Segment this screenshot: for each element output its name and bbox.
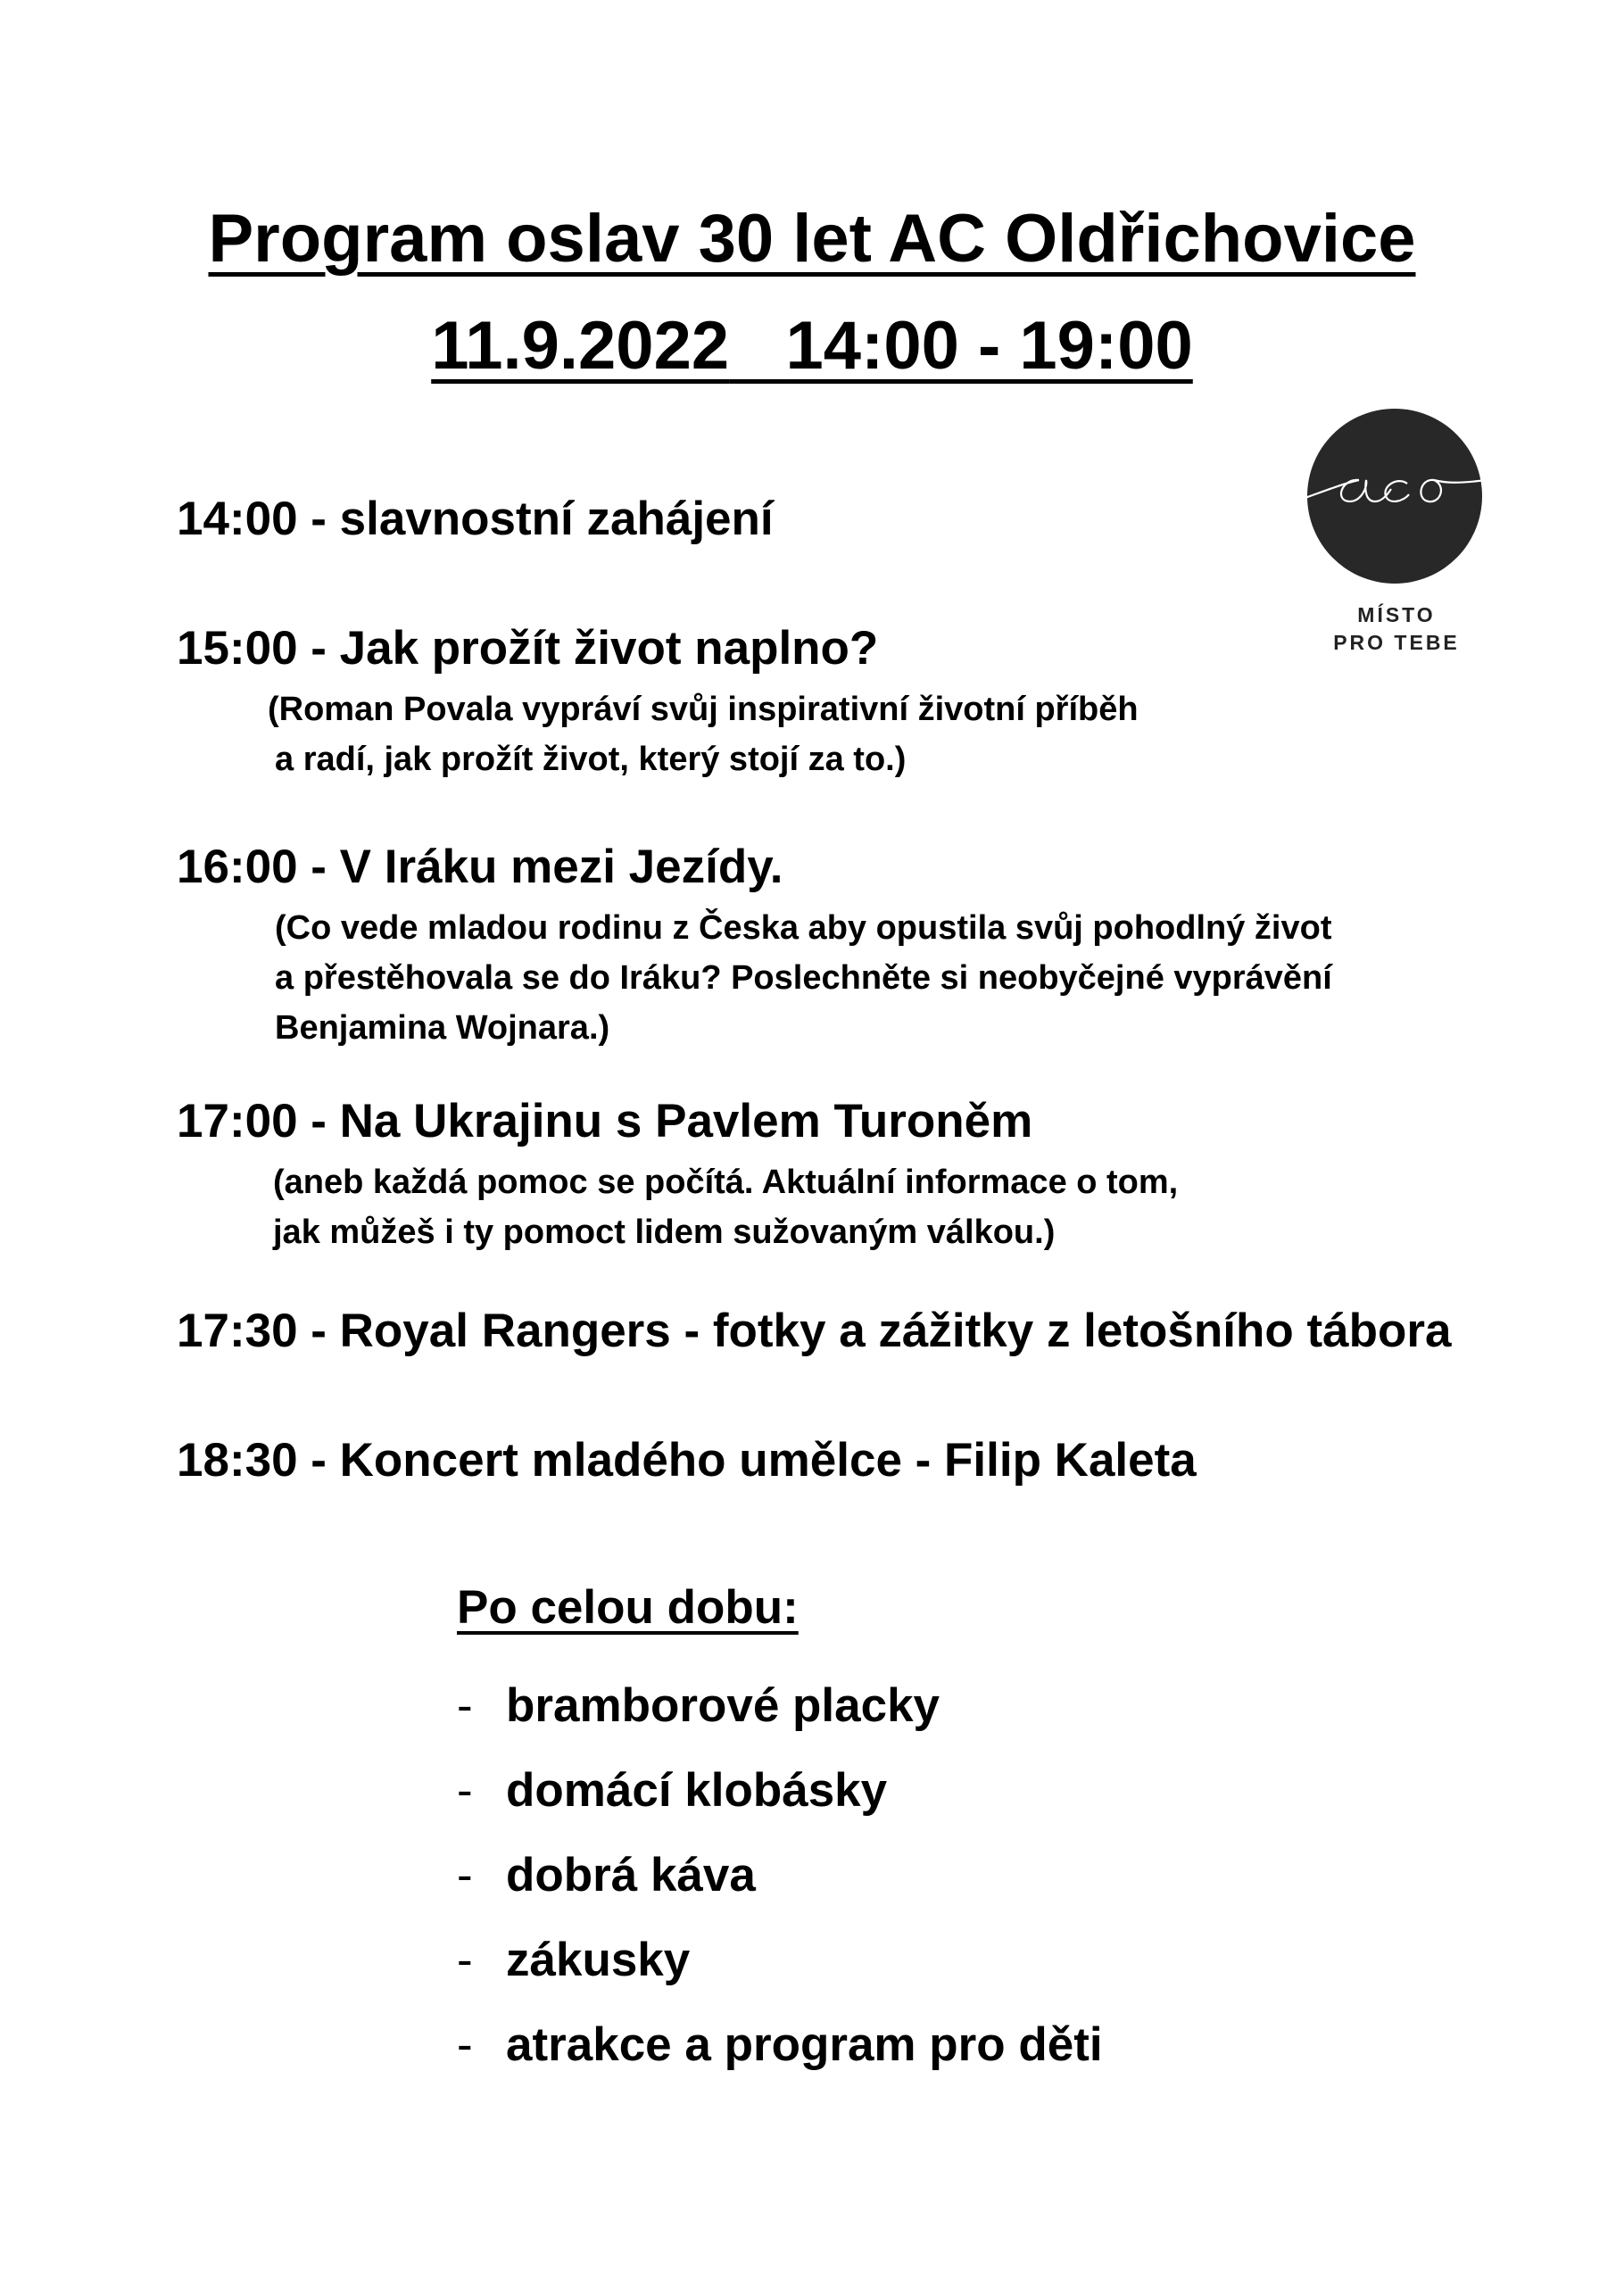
description-line: a přestěhovala se do Iráku? Poslechněte si neobyčejné vyprávění <box>275 959 1332 997</box>
list-item-label: zákusky <box>506 1934 691 1986</box>
program-item-title: 17:00 - Na Ukrajinu s Pavlem Turoněm <box>177 1095 1033 1148</box>
event-date: 11.9.2022 <box>431 308 730 384</box>
program-item-title: 16:00 - V Iráku mezi Jezídy. <box>177 841 783 893</box>
list-item <box>457 1918 1103 2002</box>
program-item <box>177 495 774 543</box>
list-bullet: - <box>457 2018 473 2071</box>
page-title: Program oslav 30 let AC Oldřichovice <box>208 201 1416 277</box>
all-day-list <box>457 1663 1103 2087</box>
aco-logo-circle <box>1307 409 1482 584</box>
event-date-time <box>0 308 1624 384</box>
list-item <box>457 2002 1103 2087</box>
description-line: Benjamina Wojnara.) <box>275 1009 610 1047</box>
list-item <box>457 1663 1103 1748</box>
list-item <box>457 1748 1103 1833</box>
all-day-heading: Po celou dobu: <box>457 1581 799 1634</box>
description-line: jak můžeš i ty pomoct lidem sužovaným válkou.) <box>273 1214 1056 1251</box>
list-item <box>457 1833 1103 1918</box>
list-bullet: - <box>457 1849 473 1901</box>
logo-tagline-line-2: PRO TEBE <box>1333 631 1460 654</box>
aco-script-icon <box>1289 409 1504 584</box>
program-item-description <box>273 1157 1178 1257</box>
aco-logo <box>1307 409 1486 657</box>
program-item-description <box>268 684 1139 784</box>
description-line: (aneb každá pomoc se počítá. Aktuální informace o tom, <box>273 1164 1179 1201</box>
program-item-description <box>275 903 1332 1053</box>
description-line: a radí, jak prožít život, který stojí za to.) <box>275 741 907 778</box>
program-item-title: 14:00 - slavnostní zahájení <box>177 493 774 545</box>
program-item <box>177 1307 1451 1355</box>
list-bullet: - <box>457 1764 473 1817</box>
list-item-label: atrakce a program pro děti <box>506 2018 1103 2071</box>
all-day-section <box>457 1581 1103 2087</box>
logo-tagline <box>1307 601 1486 657</box>
list-item-label: domácí klobásky <box>506 1764 888 1817</box>
program-item-title: 17:30 - Royal Rangers - fotky a zážitky z letošního tábora <box>177 1305 1452 1357</box>
program-item-title: 15:00 - Jak prožít život naplno? <box>177 622 879 675</box>
list-item-label: dobrá káva <box>506 1849 756 1901</box>
program-item <box>177 1095 1179 1257</box>
logo-tagline-line-1: MÍSTO <box>1357 603 1436 626</box>
event-time: 14:00 - 19:00 <box>785 308 1193 384</box>
program-item <box>177 843 1332 1053</box>
list-bullet: - <box>457 1934 473 1986</box>
description-line: (Roman Povala vypráví svůj inspirativní životní příběh <box>268 691 1139 728</box>
description-line: (Co vede mladou rodinu z Česka aby opustila svůj pohodlný život <box>275 909 1332 947</box>
program-item-title: 18:30 - Koncert mladého umělce - Filip Kaleta <box>177 1434 1197 1487</box>
program-item <box>177 622 1139 784</box>
list-item-label: bramborové placky <box>506 1679 940 1732</box>
program-item <box>177 1434 1197 1487</box>
list-bullet: - <box>457 1679 473 1732</box>
